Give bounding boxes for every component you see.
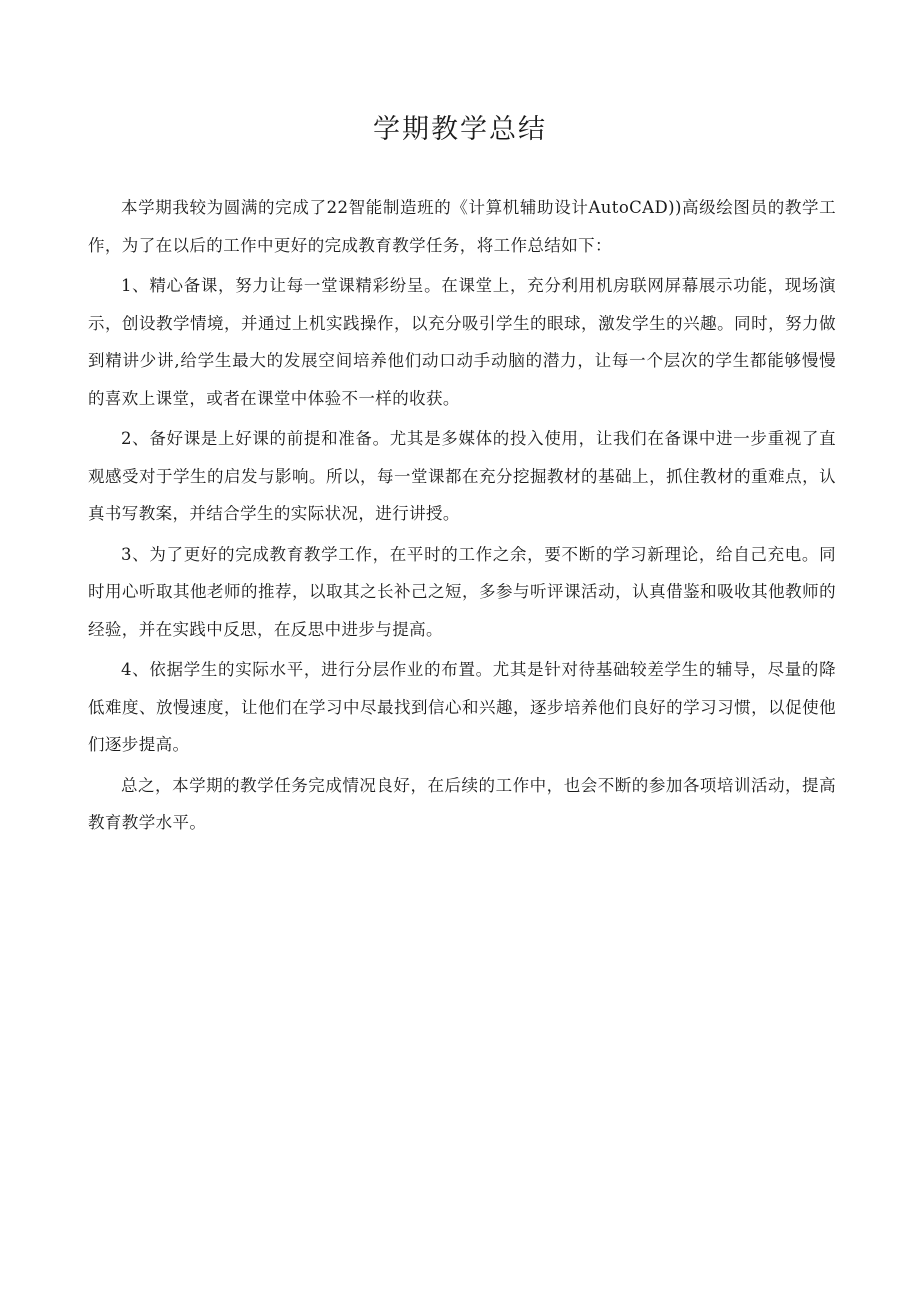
paragraph-intro: 本学期我较为圆满的完成了22智能制造班的《计算机辅助设计AutoCAD))高级绘图员的教学工作，为了在以后的工作中更好的完成教育教学任务，将工作总结如下： (88, 198, 836, 255)
paragraph-point-1: 1、精心备课，努力让每一堂课精彩纷呈。在课堂上，充分利用机房联网屏幕展示功能，现场演示，创设教学情境，并通过上机实践操作，以充分吸引学生的眼球，激发学生的兴趣。同时，努力做到精讲少讲,给学生最大的发展空间培养他们动口动手动脑的潜力，让每一个层次的学生都能够慢慢的喜欢上课堂，或者在课堂中体验不一样的收获。 (88, 276, 836, 408)
document-title: 学期教学总结 (373, 114, 547, 145)
document-body (88, 189, 836, 845)
paragraph-point-3: 3、为了更好的完成教育教学工作，在平时的工作之余，要不断的学习新理论，给自己充电。同时用心听取其他老师的推荐，以取其之长补己之短，多参与听评课活动，认真借鉴和吸收其他教师的经验，并在实践中反思，在反思中进步与提高。 (88, 544, 836, 639)
paragraph-point-2: 2、备好课是上好课的前提和准备。尤其是多媒体的投入使用，让我们在备课中进一步重视了直观感受对于学生的启发与影响。所以，每一堂课都在充分挖掘教材的基础上，抓住教材的重难点，认真书写教案，并结合学生的实际状况，进行讲授。 (88, 429, 836, 523)
paragraph-point-4: 4、依据学生的实际水平，进行分层作业的布置。尤其是针对待基础较差学生的辅导，尽量的降低难度、放慢速度，让他们在学习中尽最找到信心和兴趣，逐步培养他们良好的学习习惯，以促使他们逐步提高。 (88, 660, 836, 754)
paragraph-conclusion: 总之，本学期的教学任务完成情况良好，在后续的工作中，也会不断的参加各项培训活动，提高教育教学水平。 (88, 775, 836, 832)
